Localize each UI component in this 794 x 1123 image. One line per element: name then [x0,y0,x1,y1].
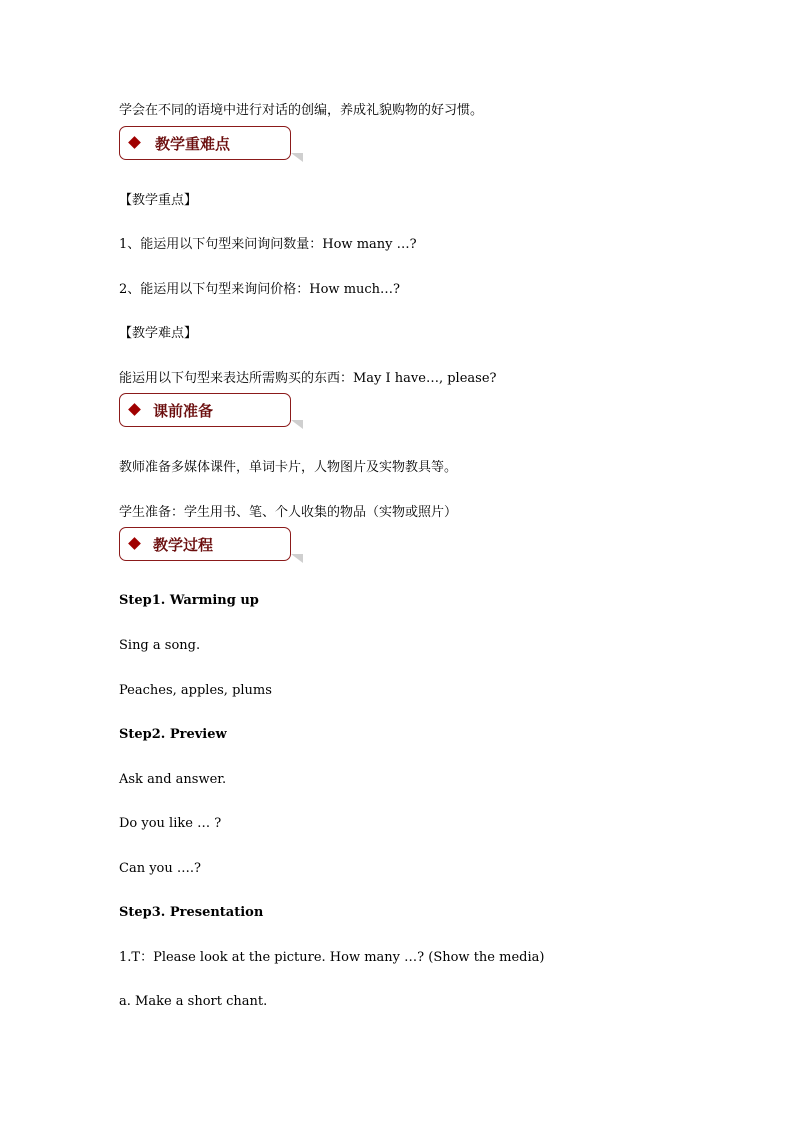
header-tab-shadow [291,554,303,563]
section-title: 教学重难点 [155,135,231,153]
step-title: Step3. Presentation [119,905,264,920]
step-line: Ask and answer. [119,772,227,787]
step-title: Step2. Preview [119,727,227,742]
focus-heading: 【教学重点】 [119,193,198,208]
section-title: 课前准备 [153,402,214,420]
section-header-preparation [119,393,291,427]
focus-item: 2、能运用以下句型来询问价格：How much…? [119,282,401,297]
intro-line: 学会在不同的语境中进行对话的创编，养成礼貌购物的好习惯。 [119,103,484,118]
step-title: Step1. Warming up [119,593,259,608]
step-line: Do you like … ? [119,816,222,831]
section-header-key-points [119,126,291,160]
step-line: Sing a song. [119,638,201,653]
step-line: Can you ….? [119,861,201,876]
teacher-prep: 教师准备多媒体课件，单词卡片，人物图片及实物教具等。 [119,460,458,475]
step-line: 1.T：Please look at the picture. How many …? (Show the media) [119,950,545,965]
step-line: a. Make a short chant. [119,994,268,1009]
header-tab-shadow [291,420,303,429]
diamond-bullet-icon [128,136,141,149]
student-prep: 学生准备：学生用书、笔、个人收集的物品（实物或照片） [119,505,458,520]
diamond-bullet-icon [128,537,141,550]
focus-item: 1、能运用以下句型来问询问数量：How many …? [119,237,417,252]
section-title: 教学过程 [153,536,214,554]
difficulty-heading: 【教学难点】 [119,326,198,341]
diamond-bullet-icon [128,403,141,416]
section-header-process [119,527,291,561]
header-tab-shadow [291,153,303,162]
step-line: Peaches, apples, plums [119,683,272,698]
difficulty-text: 能运用以下句型来表达所需购买的东西：May I have…, please? [119,371,497,386]
